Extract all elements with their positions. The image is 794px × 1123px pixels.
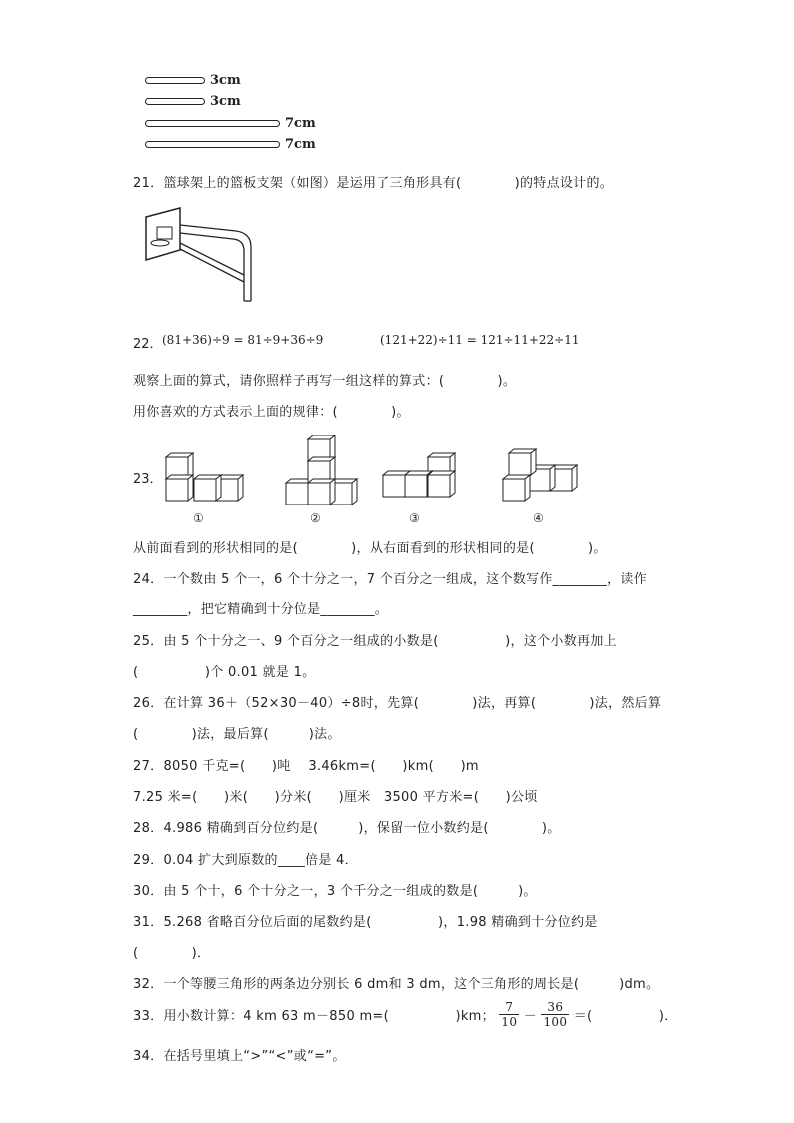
cube-figure-label-4: ④ [533,511,544,525]
basketball-stand-figure [138,205,263,305]
cube-figure-label-1: ① [193,511,204,525]
stick-label-1: 3cm [210,73,241,88]
stick-bar-3 [145,120,280,127]
question-22-line-1: 观察上面的算式，请你照样子再写一组这样的算式：( )。 [133,374,517,389]
fraction-1-denominator: 10 [501,1015,518,1029]
question-23-number: 23． [133,472,163,487]
question-23-line: 从前面看到的形状相同的是( )，从右面看到的形状相同的是( )。 [133,541,607,556]
question-33 [133,1000,678,1029]
question-27-line-1: 27．8050 千克=( )吨 3.46km=( )km( )m [133,759,479,774]
question-22-number: 22． [133,337,163,352]
question-22-line-2: 用你喜欢的方式表示上面的规律：( )。 [133,405,410,420]
question-27-line-2: 7.25 米=( )米( )分米( )厘米 3500 平方米=( )公顷 [133,790,538,805]
question-26-line-2: ( )法，最后算( )法。 [133,727,341,742]
question-28: 28．4.986 精确到百分位约是( )，保留一位小数约是( )。 [133,821,561,836]
stick-bar-4 [145,141,280,148]
fraction-2-numerator: 36 [541,1000,569,1015]
cube-figure-label-2: ② [310,511,321,525]
stick-bar-2 [145,98,205,105]
minus-sign: － [523,1009,538,1024]
question-25-line-2: ( )个 0.01 就是 1。 [133,665,316,680]
question-30: 30．由 5 个十，6 个十分之一，3 个千分之一组成的数是( )。 [133,884,537,899]
fraction-36-100 [541,1000,569,1029]
fraction-7-10 [499,1000,519,1029]
stick-label-3: 7cm [285,116,316,131]
stick-bar-1 [145,77,205,84]
question-22-expression-1: (81+36)÷9 = 81÷9+36÷9 [162,333,324,347]
question-24-line-1: 24．一个数由 5 个一，6 个十分之一，7 个百分之一组成，这个数写作________，读作 [133,572,647,587]
question-24-line-2: ________，把它精确到十分位是________。 [133,602,389,617]
fraction-2-denominator: 100 [543,1015,568,1029]
question-34: 34．在括号里填上“>”“<”或“=”。 [133,1049,346,1064]
question-32: 32．一个等腰三角形的两条边分别长 6 dm和 3 dm，这个三角形的周长是( )dm。 [133,977,660,992]
stick-label-4: 7cm [285,137,316,152]
question-26-line-1: 26．在计算 36＋（52×30－40）÷8时，先算( )法，再算( )法，然后算 [133,696,662,711]
question-21: 21．篮球架上的篮板支架（如图）是运用了三角形具有( )的特点设计的。 [133,176,614,191]
question-33-part-2: ＝( )． [573,1009,678,1024]
cube-figures [160,435,590,505]
cube-figure-label-3: ③ [409,511,420,525]
question-31-line-1: 31．5.268 省略百分位后面的尾数约是( )，1.98 精确到十分位约是 [133,915,598,930]
fraction-1-numerator: 7 [499,1000,519,1015]
question-33-part-1: 33．用小数计算：4 km 63 m－850 m=( )km； [133,1009,495,1024]
stick-label-2: 3cm [210,94,241,109]
question-29: 29．0.04 扩大到原数的____倍是 4． [133,853,358,868]
question-31-line-2: ( )． [133,946,211,961]
question-25-line-1: 25．由 5 个十分之一、9 个百分之一组成的小数是( )，这个小数再加上 [133,634,617,649]
question-22-expression-2: (121+22)÷11 = 121÷11+22÷11 [380,333,580,347]
